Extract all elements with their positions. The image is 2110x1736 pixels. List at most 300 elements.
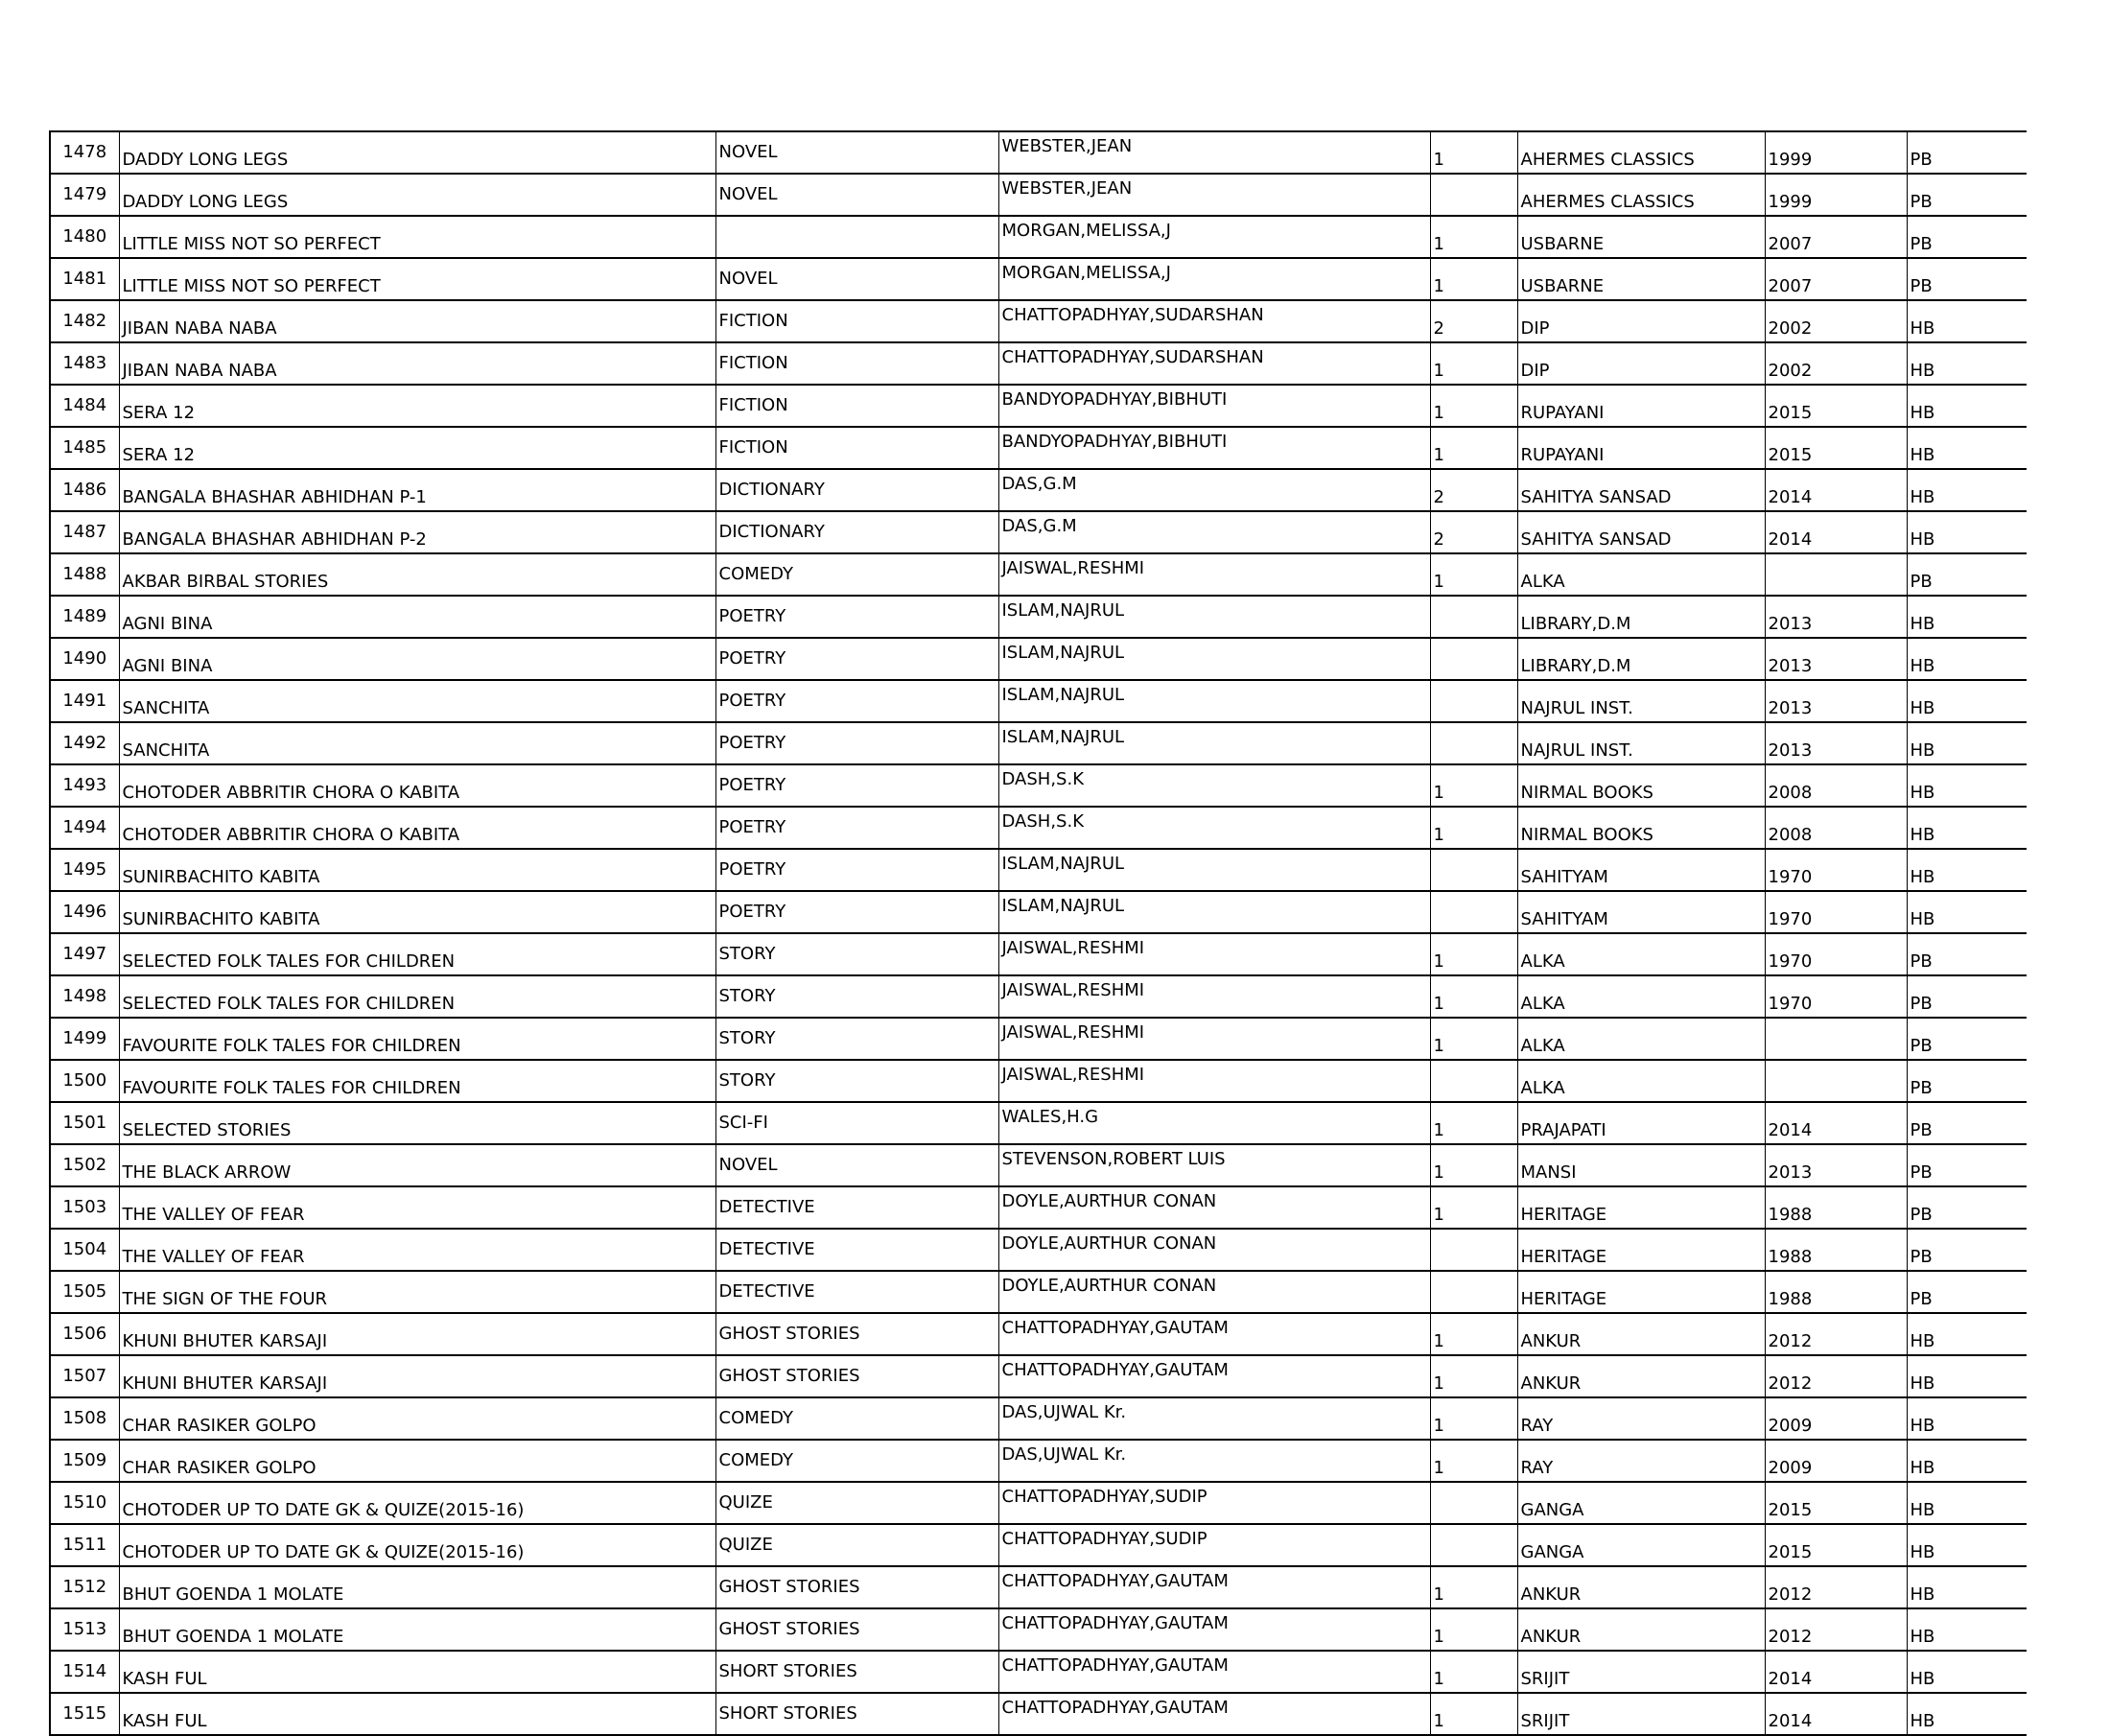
year-cell: 2002 [1765,342,1907,385]
year-cell: 2015 [1765,427,1907,469]
quantity-cell: 1 [1430,1018,1517,1060]
binding-cell: HB [1907,849,2027,891]
binding-cell: HB [1907,1397,2027,1440]
title-cell: LITTLE MISS NOT SO PERFECT [119,216,715,258]
table-row [50,1693,2027,1735]
serial-number-cell: 1481 [50,258,119,300]
table-row [50,1482,2027,1524]
serial-number-cell: 1511 [50,1524,119,1566]
publisher-cell: ALKA [1517,933,1765,975]
title-cell: DADDY LONG LEGS [119,131,715,174]
serial-number-cell: 1512 [50,1566,119,1608]
quantity-cell [1430,1229,1517,1271]
binding-cell: PB [1907,553,2027,596]
quantity-cell: 1 [1430,1440,1517,1482]
quantity-cell: 1 [1430,1102,1517,1144]
quantity-cell [1430,174,1517,216]
author-cell: DAS,UJWAL Kr. [998,1397,1430,1440]
author-cell: CHATTOPADHYAY,SUDIP [998,1482,1430,1524]
quantity-cell: 1 [1430,1693,1517,1735]
publisher-cell: SRIJIT [1517,1693,1765,1735]
title-cell: FAVOURITE FOLK TALES FOR CHILDREN [119,1018,715,1060]
table-row [50,1144,2027,1186]
quantity-cell: 1 [1430,342,1517,385]
category-cell: FICTION [715,427,998,469]
title-cell: THE VALLEY OF FEAR [119,1186,715,1229]
publisher-cell: NIRMAL BOOKS [1517,764,1765,807]
serial-number-cell: 1486 [50,469,119,511]
author-cell: CHATTOPADHYAY,GAUTAM [998,1566,1430,1608]
publisher-cell: SAHITYA SANSAD [1517,511,1765,553]
publisher-cell: ANKUR [1517,1313,1765,1355]
author-cell: WEBSTER,JEAN [998,131,1430,174]
category-cell: POETRY [715,891,998,933]
table-row [50,553,2027,596]
binding-cell: PB [1907,131,2027,174]
category-cell: STORY [715,933,998,975]
title-cell: SUNIRBACHITO KABITA [119,891,715,933]
quantity-cell [1430,1271,1517,1313]
quantity-cell: 2 [1430,300,1517,342]
title-cell: CHAR RASIKER GOLPO [119,1440,715,1482]
binding-cell: HB [1907,427,2027,469]
table-row [50,131,2027,174]
binding-cell: HB [1907,891,2027,933]
quantity-cell [1430,1060,1517,1102]
publisher-cell: RUPAYANI [1517,385,1765,427]
table-row [50,216,2027,258]
serial-number-cell: 1509 [50,1440,119,1482]
category-cell: QUIZE [715,1482,998,1524]
serial-number-cell: 1487 [50,511,119,553]
binding-cell: HB [1907,342,2027,385]
author-cell: WALES,H.G [998,1102,1430,1144]
title-cell: THE SIGN OF THE FOUR [119,1271,715,1313]
quantity-cell: 1 [1430,131,1517,174]
category-cell: GHOST STORIES [715,1313,998,1355]
serial-number-cell: 1490 [50,638,119,680]
table-row [50,975,2027,1018]
table-row [50,1440,2027,1482]
author-cell: ISLAM,NAJRUL [998,596,1430,638]
title-cell: KHUNI BHUTER KARSAJI [119,1355,715,1397]
quantity-cell: 1 [1430,1313,1517,1355]
year-cell: 2008 [1765,807,1907,849]
year-cell: 2012 [1765,1608,1907,1651]
quantity-cell: 2 [1430,511,1517,553]
year-cell: 1970 [1765,891,1907,933]
publisher-cell: GANGA [1517,1482,1765,1524]
author-cell: ISLAM,NAJRUL [998,680,1430,722]
year-cell: 2007 [1765,216,1907,258]
binding-cell: HB [1907,1482,2027,1524]
category-cell: POETRY [715,764,998,807]
author-cell: CHATTOPADHYAY,GAUTAM [998,1313,1430,1355]
category-cell: SHORT STORIES [715,1693,998,1735]
binding-cell: HB [1907,469,2027,511]
year-cell: 1970 [1765,975,1907,1018]
quantity-cell [1430,638,1517,680]
quantity-cell: 1 [1430,1566,1517,1608]
quantity-cell: 1 [1430,807,1517,849]
serial-number-cell: 1499 [50,1018,119,1060]
category-cell: COMEDY [715,1397,998,1440]
table-row [50,596,2027,638]
year-cell: 2012 [1765,1355,1907,1397]
quantity-cell: 1 [1430,216,1517,258]
serial-number-cell: 1500 [50,1060,119,1102]
category-cell: POETRY [715,807,998,849]
table-row [50,1229,2027,1271]
serial-number-cell: 1513 [50,1608,119,1651]
serial-number-cell: 1505 [50,1271,119,1313]
year-cell: 2002 [1765,300,1907,342]
category-cell: GHOST STORIES [715,1566,998,1608]
author-cell: JAISWAL,RESHMI [998,933,1430,975]
binding-cell: PB [1907,1060,2027,1102]
quantity-cell: 1 [1430,1144,1517,1186]
serial-number-cell: 1498 [50,975,119,1018]
binding-cell: HB [1907,1693,2027,1735]
table-row [50,849,2027,891]
publisher-cell: DIP [1517,300,1765,342]
serial-number-cell: 1514 [50,1651,119,1693]
author-cell: BANDYOPADHYAY,BIBHUTI [998,427,1430,469]
year-cell: 2014 [1765,1693,1907,1735]
quantity-cell: 1 [1430,553,1517,596]
year-cell: 2013 [1765,680,1907,722]
author-cell: CHATTOPADHYAY,SUDARSHAN [998,342,1430,385]
author-cell: BANDYOPADHYAY,BIBHUTI [998,385,1430,427]
year-cell [1765,553,1907,596]
publisher-cell: HERITAGE [1517,1229,1765,1271]
category-cell: DETECTIVE [715,1186,998,1229]
year-cell: 1970 [1765,933,1907,975]
quantity-cell: 1 [1430,258,1517,300]
serial-number-cell: 1483 [50,342,119,385]
title-cell: LITTLE MISS NOT SO PERFECT [119,258,715,300]
binding-cell: HB [1907,807,2027,849]
category-cell: FICTION [715,385,998,427]
binding-cell: PB [1907,975,2027,1018]
binding-cell: PB [1907,1186,2027,1229]
author-cell: ISLAM,NAJRUL [998,722,1430,764]
publisher-cell: GANGA [1517,1524,1765,1566]
author-cell: CHATTOPADHYAY,GAUTAM [998,1355,1430,1397]
category-cell: SCI-FI [715,1102,998,1144]
year-cell: 2015 [1765,1482,1907,1524]
category-cell: POETRY [715,680,998,722]
quantity-cell: 1 [1430,1608,1517,1651]
title-cell: AKBAR BIRBAL STORIES [119,553,715,596]
year-cell: 2014 [1765,469,1907,511]
year-cell: 2015 [1765,1524,1907,1566]
quantity-cell: 1 [1430,1397,1517,1440]
table-row [50,1313,2027,1355]
quantity-cell: 1 [1430,1186,1517,1229]
category-cell: STORY [715,975,998,1018]
table-row [50,638,2027,680]
quantity-cell [1430,1524,1517,1566]
table-row [50,1186,2027,1229]
category-cell: POETRY [715,596,998,638]
serial-number-cell: 1510 [50,1482,119,1524]
publisher-cell: ALKA [1517,553,1765,596]
serial-number-cell: 1502 [50,1144,119,1186]
title-cell: CHOTODER UP TO DATE GK & QUIZE(2015-16) [119,1482,715,1524]
publisher-cell: ANKUR [1517,1566,1765,1608]
author-cell: WEBSTER,JEAN [998,174,1430,216]
title-cell: AGNI BINA [119,638,715,680]
serial-number-cell: 1485 [50,427,119,469]
table-row [50,764,2027,807]
category-cell: DETECTIVE [715,1229,998,1271]
quantity-cell: 1 [1430,1355,1517,1397]
publisher-cell: RAY [1517,1440,1765,1482]
serial-number-cell: 1504 [50,1229,119,1271]
quantity-cell: 1 [1430,764,1517,807]
author-cell: CHATTOPADHYAY,GAUTAM [998,1693,1430,1735]
serial-number-cell: 1515 [50,1693,119,1735]
year-cell: 2009 [1765,1440,1907,1482]
title-cell: JIBAN NABA NABA [119,300,715,342]
category-cell: POETRY [715,722,998,764]
binding-cell: HB [1907,300,2027,342]
table-row [50,1566,2027,1608]
quantity-cell [1430,891,1517,933]
quantity-cell [1430,680,1517,722]
year-cell: 2013 [1765,1144,1907,1186]
publisher-cell: ALKA [1517,1018,1765,1060]
quantity-cell: 1 [1430,975,1517,1018]
year-cell: 1988 [1765,1229,1907,1271]
category-cell [715,216,998,258]
binding-cell: HB [1907,638,2027,680]
year-cell [1765,1018,1907,1060]
binding-cell: HB [1907,1651,2027,1693]
table-row [50,511,2027,553]
serial-number-cell: 1501 [50,1102,119,1144]
binding-cell: PB [1907,1144,2027,1186]
author-cell: CHATTOPADHYAY,GAUTAM [998,1651,1430,1693]
table-row [50,722,2027,764]
table-row [50,469,2027,511]
table-row [50,1524,2027,1566]
publisher-cell: HERITAGE [1517,1186,1765,1229]
title-cell: CHAR RASIKER GOLPO [119,1397,715,1440]
publisher-cell: RUPAYANI [1517,427,1765,469]
year-cell: 1970 [1765,849,1907,891]
serial-number-cell: 1507 [50,1355,119,1397]
year-cell: 2014 [1765,1102,1907,1144]
quantity-cell: 2 [1430,469,1517,511]
book-catalog-table [49,130,2027,1736]
table-row [50,1060,2027,1102]
category-cell: DICTIONARY [715,511,998,553]
publisher-cell: ALKA [1517,1060,1765,1102]
serial-number-cell: 1491 [50,680,119,722]
author-cell: STEVENSON,ROBERT LUIS [998,1144,1430,1186]
publisher-cell: LIBRARY,D.M [1517,638,1765,680]
publisher-cell: RAY [1517,1397,1765,1440]
table-row [50,891,2027,933]
title-cell: AGNI BINA [119,596,715,638]
serial-number-cell: 1508 [50,1397,119,1440]
author-cell: DAS,G.M [998,511,1430,553]
publisher-cell: SAHITYAM [1517,849,1765,891]
author-cell: JAISWAL,RESHMI [998,1018,1430,1060]
table-row [50,342,2027,385]
quantity-cell: 1 [1430,933,1517,975]
binding-cell: PB [1907,258,2027,300]
year-cell: 1988 [1765,1186,1907,1229]
category-cell: COMEDY [715,1440,998,1482]
quantity-cell [1430,1482,1517,1524]
title-cell: BANGALA BHASHAR ABHIDHAN P-2 [119,511,715,553]
year-cell: 2008 [1765,764,1907,807]
title-cell: SERA 12 [119,427,715,469]
category-cell: FICTION [715,300,998,342]
category-cell: STORY [715,1060,998,1102]
title-cell: SELECTED FOLK TALES FOR CHILDREN [119,933,715,975]
category-cell: COMEDY [715,553,998,596]
binding-cell: PB [1907,216,2027,258]
year-cell: 2013 [1765,596,1907,638]
title-cell: KASH FUL [119,1651,715,1693]
title-cell: BHUT GOENDA 1 MOLATE [119,1566,715,1608]
title-cell: SELECTED STORIES [119,1102,715,1144]
year-cell: 2014 [1765,511,1907,553]
title-cell: KASH FUL [119,1693,715,1735]
author-cell: CHATTOPADHYAY,SUDIP [998,1524,1430,1566]
category-cell: GHOST STORIES [715,1608,998,1651]
serial-number-cell: 1478 [50,131,119,174]
table-row [50,385,2027,427]
serial-number-cell: 1480 [50,216,119,258]
author-cell: JAISWAL,RESHMI [998,553,1430,596]
binding-cell: PB [1907,1229,2027,1271]
table-row [50,1397,2027,1440]
serial-number-cell: 1497 [50,933,119,975]
table-row [50,1018,2027,1060]
table-row [50,1355,2027,1397]
quantity-cell: 1 [1430,427,1517,469]
author-cell: DAS,UJWAL Kr. [998,1440,1430,1482]
author-cell: ISLAM,NAJRUL [998,891,1430,933]
title-cell: KHUNI BHUTER KARSAJI [119,1313,715,1355]
year-cell: 2007 [1765,258,1907,300]
table-row [50,1271,2027,1313]
title-cell: SELECTED FOLK TALES FOR CHILDREN [119,975,715,1018]
binding-cell: PB [1907,1102,2027,1144]
publisher-cell: SAHITYAM [1517,891,1765,933]
table-row [50,1651,2027,1693]
binding-cell: HB [1907,1524,2027,1566]
author-cell: DOYLE,AURTHUR CONAN [998,1229,1430,1271]
publisher-cell: ANKUR [1517,1355,1765,1397]
serial-number-cell: 1484 [50,385,119,427]
title-cell: SANCHITA [119,680,715,722]
binding-cell: HB [1907,1608,2027,1651]
author-cell: DASH,S.K [998,764,1430,807]
category-cell: NOVEL [715,131,998,174]
title-cell: SERA 12 [119,385,715,427]
table-row [50,258,2027,300]
publisher-cell: ANKUR [1517,1608,1765,1651]
binding-cell: PB [1907,174,2027,216]
table-row [50,1608,2027,1651]
publisher-cell: LIBRARY,D.M [1517,596,1765,638]
year-cell: 1999 [1765,174,1907,216]
binding-cell: HB [1907,764,2027,807]
binding-cell: PB [1907,1018,2027,1060]
serial-number-cell: 1506 [50,1313,119,1355]
publisher-cell: SAHITYA SANSAD [1517,469,1765,511]
publisher-cell: NAJRUL INST. [1517,722,1765,764]
table-row [50,174,2027,216]
table-row [50,427,2027,469]
title-cell: SANCHITA [119,722,715,764]
publisher-cell: USBARNE [1517,258,1765,300]
publisher-cell: NAJRUL INST. [1517,680,1765,722]
binding-cell: HB [1907,1440,2027,1482]
year-cell: 2012 [1765,1313,1907,1355]
year-cell: 2012 [1765,1566,1907,1608]
author-cell: CHATTOPADHYAY,GAUTAM [998,1608,1430,1651]
table-body [50,131,2027,1735]
table-row [50,1102,2027,1144]
publisher-cell: MANSI [1517,1144,1765,1186]
publisher-cell: DIP [1517,342,1765,385]
binding-cell: HB [1907,1355,2027,1397]
quantity-cell [1430,596,1517,638]
binding-cell: HB [1907,596,2027,638]
category-cell: POETRY [715,849,998,891]
serial-number-cell: 1493 [50,764,119,807]
author-cell: CHATTOPADHYAY,SUDARSHAN [998,300,1430,342]
title-cell: BHUT GOENDA 1 MOLATE [119,1608,715,1651]
category-cell: DETECTIVE [715,1271,998,1313]
category-cell: NOVEL [715,1144,998,1186]
author-cell: ISLAM,NAJRUL [998,638,1430,680]
title-cell: FAVOURITE FOLK TALES FOR CHILDREN [119,1060,715,1102]
title-cell: CHOTODER ABBRITIR CHORA O KABITA [119,764,715,807]
serial-number-cell: 1503 [50,1186,119,1229]
title-cell: THE BLACK ARROW [119,1144,715,1186]
author-cell: DASH,S.K [998,807,1430,849]
binding-cell: PB [1907,933,2027,975]
binding-cell: PB [1907,1271,2027,1313]
title-cell: BANGALA BHASHAR ABHIDHAN P-1 [119,469,715,511]
author-cell: DOYLE,AURTHUR CONAN [998,1271,1430,1313]
table-row [50,807,2027,849]
publisher-cell: AHERMES CLASSICS [1517,131,1765,174]
serial-number-cell: 1496 [50,891,119,933]
quantity-cell [1430,722,1517,764]
table-row [50,680,2027,722]
author-cell: DAS,G.M [998,469,1430,511]
table-row [50,300,2027,342]
author-cell: JAISWAL,RESHMI [998,975,1430,1018]
publisher-cell: AHERMES CLASSICS [1517,174,1765,216]
binding-cell: HB [1907,680,2027,722]
title-cell: THE VALLEY OF FEAR [119,1229,715,1271]
table-row [50,933,2027,975]
category-cell: STORY [715,1018,998,1060]
year-cell: 2014 [1765,1651,1907,1693]
year-cell: 2015 [1765,385,1907,427]
serial-number-cell: 1479 [50,174,119,216]
